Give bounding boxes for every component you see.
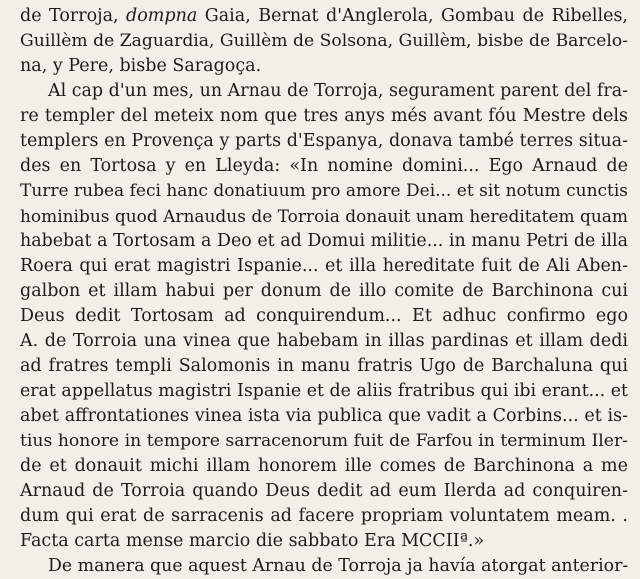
- text-line: de Torroja, dompna Gaia, Bernat d'Anglerola, Gombau de Ribelles,: [20, 6, 628, 26]
- italic-word: dompna: [126, 6, 198, 26]
- text-line: galbon et illam habui per donum de illo comite de Barchinona cui: [20, 281, 628, 301]
- text-line: re templer del meteix nom que tres anys més avant fóu Mestre dels: [20, 106, 628, 126]
- text-line: de et donauit michi illam honorem ille comes de Barchinona a me: [20, 456, 628, 476]
- text-line: Guillèm de Zaguardia, Guillèm de Solsona, Guillèm, bisbe de Barcelo-: [20, 31, 628, 51]
- text-line: ad fratres templi Salomonis in manu fratris Ugo de Barchaluna qui: [20, 356, 628, 376]
- text-line: hominibus quod Arnaudus de Torroia donauit unam hereditatem quam: [20, 206, 628, 226]
- text-line: Arnaud de Torroia quando Deus dedit ad eum Ilerda ad conquiren-: [20, 481, 628, 501]
- text-line: templers en Provença y parts d'Espanya, donava també terres situa-: [20, 131, 628, 151]
- text-line: Turre rubea feci hanc donatiuum pro amore Dei... et sit notum cunctis: [20, 181, 628, 201]
- text-line: habebat a Tortosam a Deo et ad Domui militie... in manu Petri de illa: [20, 231, 628, 251]
- text-line: erat appellatus magistri Ispanie et de aliis fratribus qui ibi erant... et: [20, 381, 628, 401]
- text-line: na, y Pere, bisbe Saragoça.: [20, 56, 262, 76]
- text-line: abet affrontationes vinea ista via publica que vadit a Corbins... et is-: [20, 406, 628, 426]
- text-line: Al cap d'un mes, un Arnau de Torroja, segurament parent del fra-: [48, 81, 628, 101]
- text-line: des en Tortosa y en Lleyda: «In nomine domini... Ego Arnaud de: [20, 156, 628, 176]
- text-line: Facta carta mense marcio die sabbato Era MCCIIª.»: [20, 531, 485, 551]
- text-line: Deus dedit Tortosam ad conquirendum... Et adhuc confirmo ego: [20, 306, 628, 326]
- text-line: A. de Torroia una vinea que habebam in illas pardinas et illam dedi: [20, 331, 628, 351]
- text-line: dum qui erat de sarracenis ad facere propriam voluntatem meam. .: [20, 506, 628, 526]
- paragraph-conclusion: [20, 554, 628, 579]
- paragraph-witnesses: [20, 4, 628, 79]
- text-line: De manera que aquest Arnau de Torroja ja havía atorgat anterior-: [48, 556, 629, 576]
- paragraph-arnau-donation: [20, 79, 628, 554]
- text-line: Roera qui erat magistri Ispanie... et illa hereditate fuit de Ali Aben-: [20, 256, 628, 276]
- text-line: tius honore in tempore sarracenorum fuit de Farfou in terminum Iler-: [20, 431, 628, 451]
